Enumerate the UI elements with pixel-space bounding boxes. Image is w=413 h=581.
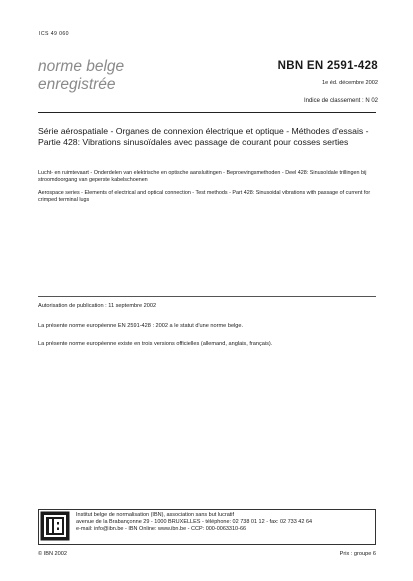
edition-date: 1e éd. décembre 2002 [322, 80, 378, 86]
middle-divider [38, 296, 376, 297]
footer-contact [76, 512, 372, 534]
footer-line-3: e-mail: info@ibn.be - IBN Online: www.ibn.be - CCP: 000-0063310-66 [76, 526, 247, 533]
publication-authorization: Autorisation de publication : 11 septembre 2002 [38, 303, 157, 309]
adoption-statement: La présente norme européenne EN 2591-428 : 2002 a le statut d'une norme belge. [38, 323, 244, 329]
ibn-logo-icon [40, 511, 70, 541]
classification-index: Indice de classement : N 02 [303, 98, 378, 104]
top-divider [38, 112, 376, 113]
copyright: © IBN 2002 [38, 551, 67, 557]
ics-code: ICS 49 060 [39, 31, 69, 37]
standard-code: NBN EN 2591-428 [277, 60, 378, 72]
brand-line-1: norme belge [38, 58, 125, 75]
title-english: Aerospace series - Elements of electrical and optical connection - Test methods - Part 428: Sinusoidal vibrations with passage of current for crimped terminal lugs [38, 190, 371, 204]
versions-statement: La présente norme européenne existe en trois versions officielles (allemand, anglais, français). [38, 341, 273, 347]
brand-line-2: enregistrée [38, 76, 116, 93]
footer-line-2: avenue de la Brabançonne 29 - 1000 BRUXELLES - téléphone: 02 738 01 12 - fax: 02 733 42 64 [76, 519, 313, 526]
title-french: Série aérospatiale - Organes de connexion électrique et optique - Méthodes d'essais - Partie 428: Vibrations sinusoïdales avec passage de courant pour cosses serties [38, 126, 369, 147]
price-group: Prix : groupe 6 [339, 551, 376, 557]
brand-title [38, 58, 188, 94]
title-dutch: Lucht- en ruimtevaart - Onderdelen van elektrische en optische aansluitingen - Beproevingsmethoden - Deel 428: Sinusoïdale trillingen bij stroomdoorgang van geperste kabelschoenen [38, 170, 367, 184]
footer-line-1: Institut belge de normalisation (IBN), association sans but lucratif [76, 512, 235, 518]
